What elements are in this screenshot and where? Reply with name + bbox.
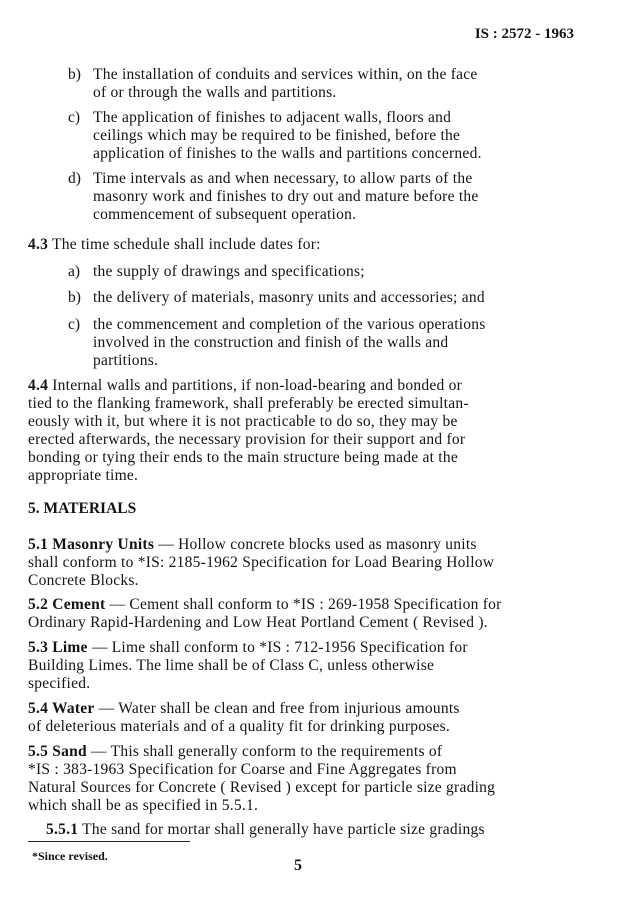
clause-5-3-line-2: Building Limes. The lime shall be of Class C, unless otherwise — [28, 657, 435, 674]
list-b-line-1: The installation of conduits and services within, on the face — [93, 66, 478, 83]
clause-text: — This shall generally conform to the requirements of — [86, 743, 443, 760]
section-heading-materials: 5. MATERIALS — [28, 500, 137, 517]
clause-title: Cement — [48, 596, 106, 613]
clause-text: Internal walls and partitions, if non-load-bearing and bonded or — [48, 377, 463, 394]
clause-number: 4.3 — [28, 236, 49, 253]
clause-4-4-line-3: eously with it, but where it is not practicable to do so, they may be — [28, 413, 458, 430]
clause-text: The time schedule shall include dates for: — [48, 236, 321, 253]
list-b-line-2: of or through the walls and partitions. — [93, 84, 337, 101]
clause-5-1-line-2: shall conform to *IS: 2185-1962 Specification for Load Bearing Hollow — [28, 554, 495, 571]
clause-number: 5.3 — [28, 639, 49, 656]
clause-number: 4.4 — [28, 377, 49, 394]
clause-5-3-line-1 — [28, 639, 468, 657]
clause-number: 5.4 — [28, 700, 49, 717]
clause-title: Water — [48, 700, 95, 717]
clause-5-4-line-2: of deleterious materials and of a quality fit for drinking purposes. — [28, 718, 451, 735]
clause-5-1-line-1 — [28, 536, 477, 554]
clause-title: Masonry Units — [48, 536, 155, 553]
clause-number: 5.2 — [28, 596, 49, 613]
list-d-line-1: Time intervals as and when necessary, to allow parts of the — [93, 170, 473, 187]
clause-text: — Lime shall conform to *IS : 712-1956 Specification for — [87, 639, 468, 656]
schedule-item-b: the delivery of materials, masonry units and accessories; and — [93, 289, 485, 306]
clause-5-5-line-4: which shall be as specified in 5.5.1. — [28, 797, 259, 814]
footnote: *Since revised. — [32, 849, 108, 863]
clause-title: Sand — [48, 743, 87, 760]
clause-text: The sand for mortar shall generally have particle size gradings — [78, 821, 485, 838]
schedule-item-a: the supply of drawings and specifications; — [93, 263, 365, 280]
clause-4-4-line-5: bonding or tying their ends to the main structure being made at the — [28, 449, 458, 466]
clause-number: 5.5.1 — [46, 821, 79, 838]
clause-4-4-line-6: appropriate time. — [28, 467, 139, 484]
list-label-b: b) — [68, 289, 81, 306]
clause-text: — Water shall be clean and free from injurious amounts — [94, 700, 460, 717]
list-c-line-1: The application of finishes to adjacent walls, floors and — [93, 109, 452, 126]
clause-number: 5.1 — [28, 536, 49, 553]
list-label-c: c) — [68, 316, 81, 333]
clause-5-4-line-1 — [28, 700, 460, 718]
clause-4-4-line-4: erected afterwards, the necessary provision for their support and for — [28, 431, 466, 448]
page-number: 5 — [294, 857, 302, 874]
clause-text: — Cement shall conform to *IS : 269-1958 Specification for — [105, 596, 502, 613]
list-d-line-3: commencement of subsequent operation. — [93, 206, 357, 223]
clause-text: — Hollow concrete blocks used as masonry units — [154, 536, 477, 553]
list-label-d: d) — [68, 170, 81, 187]
footnote-rule — [28, 841, 190, 842]
clause-5-2-line-1 — [28, 596, 502, 614]
list-c-line-2: ceilings which may be required to be finished, before the — [93, 127, 461, 144]
clause-5-3-line-3: specified. — [28, 675, 91, 692]
schedule-item-c-line-2: involved in the construction and finish of the walls and — [93, 334, 449, 351]
clause-4-4-line-2: tied to the flanking framework, shall preferably be erected simultan- — [28, 395, 469, 412]
clause-4-4-line-1 — [28, 377, 462, 395]
clause-4-3-intro — [28, 236, 321, 254]
clause-5-5-line-1 — [28, 743, 442, 761]
clause-5-5-1-line-1 — [46, 821, 485, 839]
list-d-line-2: masonry work and finishes to dry out and mature before the — [93, 188, 479, 205]
list-c-line-3: application of finishes to the walls and partitions concerned. — [93, 145, 482, 162]
list-label-b: b) — [68, 66, 81, 83]
clause-title: Lime — [48, 639, 88, 656]
list-label-a: a) — [68, 263, 81, 280]
clause-5-2-line-2: Ordinary Rapid-Hardening and Low Heat Portland Cement ( Revised ). — [28, 614, 488, 631]
standard-number-header: IS : 2572 - 1963 — [474, 26, 574, 42]
clause-5-1-line-3: Concrete Blocks. — [28, 572, 139, 589]
clause-5-5-line-3: Natural Sources for Concrete ( Revised ) except for particle size grading — [28, 779, 496, 796]
clause-5-5-line-2: *IS : 383-1963 Specification for Coarse and Fine Aggregates from — [28, 761, 457, 778]
schedule-item-c-line-3: partitions. — [93, 352, 159, 369]
list-label-c: c) — [68, 109, 81, 126]
clause-number: 5.5 — [28, 743, 49, 760]
schedule-item-c-line-1: the commencement and completion of the various operations — [93, 316, 486, 333]
